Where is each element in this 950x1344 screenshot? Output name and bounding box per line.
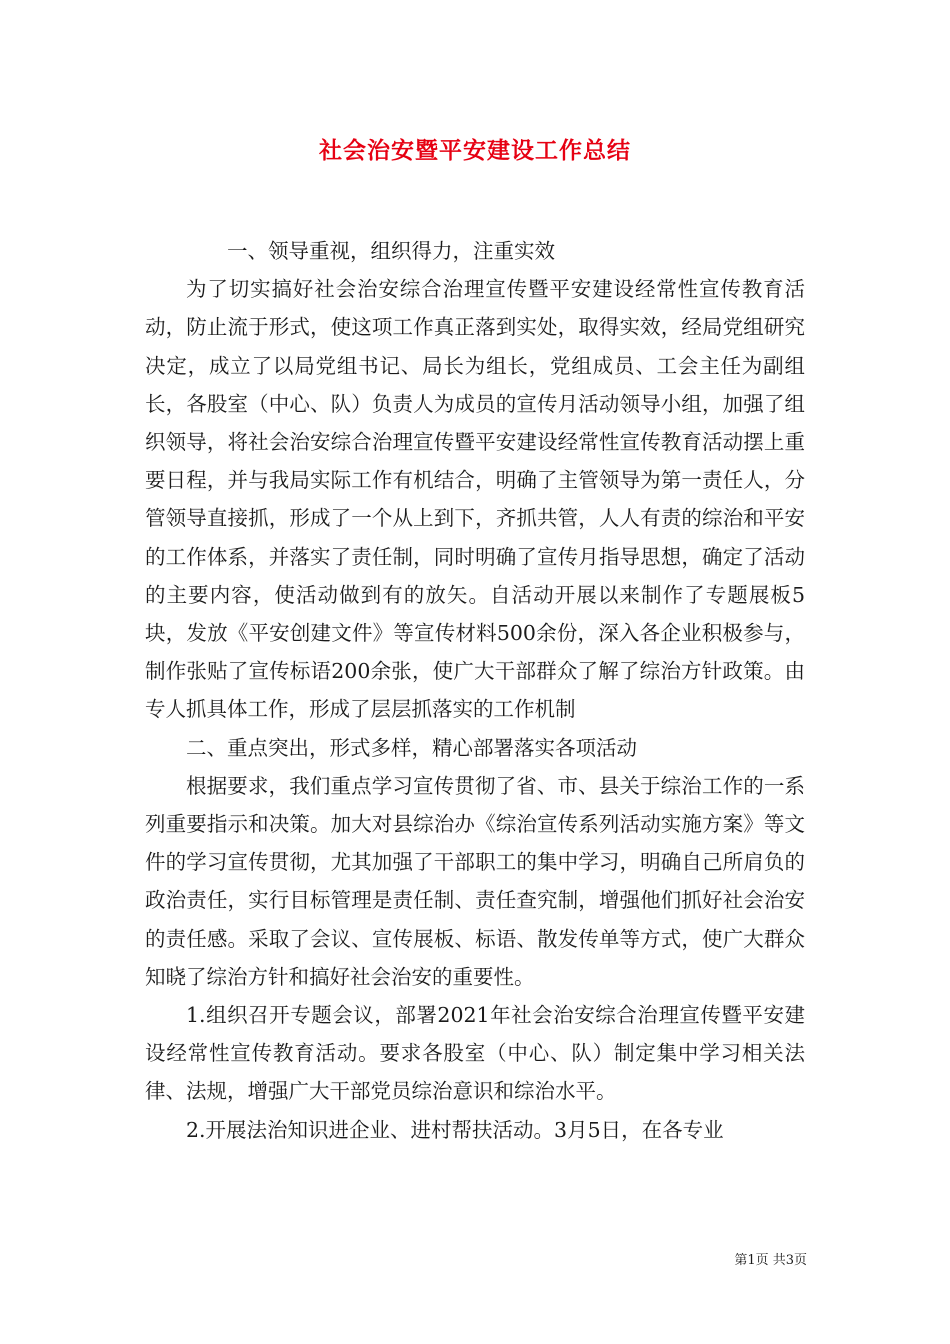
section-heading-2: 二、重点突出，形式多样，精心部署落实各项活动 xyxy=(186,735,637,760)
document-body xyxy=(145,232,805,1149)
page-number-footer: 第1页 共3页 xyxy=(734,1253,807,1268)
list-item-2: 2.开展法治知识进企业、进村帮扶活动。3月5日，在各专业 xyxy=(186,1117,724,1142)
list-item-1: 1.组织召开专题会议，部署2021年社会治安综合治理宣传暨平安建设经常性宣传教育活动。要求各股室（中心、队）制定集中学习相关法律、法规，增强广大干部党员综治意识和综治水平。 xyxy=(145,1003,805,1104)
paragraph-1: 为了切实搞好社会治安综合治理宣传暨平安建设经常性宣传教育活动，防止流于形式，使这项工作真正落到实处，取得实效，经局党组研究决定，成立了以局党组书记、局长为组长，党组成员、工会主任为副组长，各股室（中心、队）负责人为成员的宣传月活动领导小组，加强了组织领导，将社会治安综合治理宣传暨平安建设经常性宣传教育活动摆上重要日程，并与我局实际工作有机结合，明确了主管领导为第一责任人，分管领导直接抓，形成了一个从上到下，齐抓共管，人人有责的综治和平安的工作体系，并落实了责任制，同时明确了宣传月指导思想，确定了活动的主要内容，使活动做到有的放矢。自活动开展以来制作了专题展板5块，发放《平安创建文件》等宣传材料500余份，深入各企业积极参与，制作张贴了宣传标语200余张，使广大干部群众了解了综治方针政策。由专人抓具体工作，形成了层层抓落实的工作机制 xyxy=(145,277,805,722)
document-title: 社会治安暨平安建设工作总结 xyxy=(319,137,631,164)
paragraph-2: 根据要求，我们重点学习宣传贯彻了省、市、县关于综治工作的一系列重要指示和决策。加大对县综治办《综治宣传系列活动实施方案》等文件的学习宣传贯彻，尤其加强了干部职工的集中学习，明确自己所肩负的政治责任，实行目标管理是责任制、责任查究制，增强他们抓好社会治安的责任感。采取了会议、宣传展板、标语、散发传单等方式，使广大群众知晓了综治方针和搞好社会治安的重要性。 xyxy=(145,773,805,989)
section-heading-1: 一、领导重视，组织得力，注重实效 xyxy=(227,239,555,263)
